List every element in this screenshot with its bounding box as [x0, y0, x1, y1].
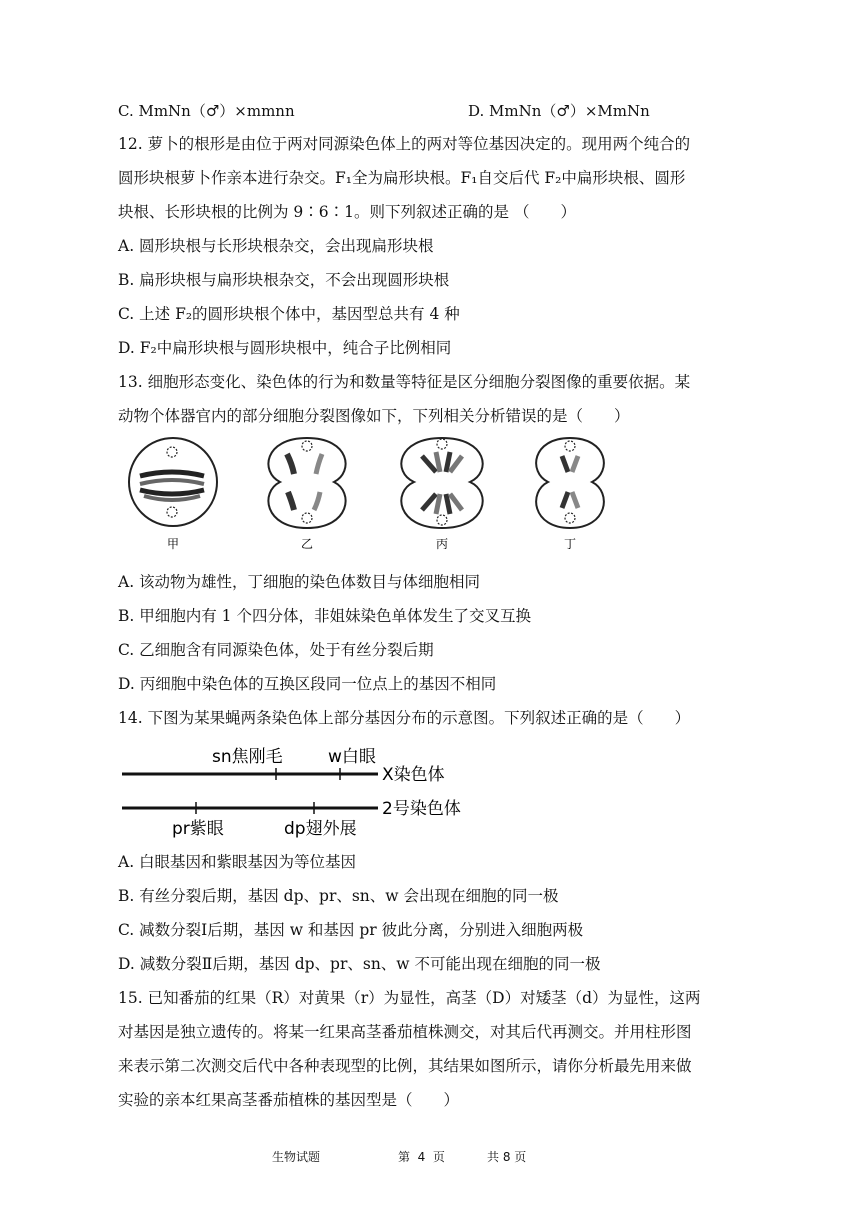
x-chromosome-label: X染色体 — [382, 765, 445, 785]
gene-dp-label: dp翅外展 — [284, 819, 357, 839]
q12-option-d: D. F₂中扁形块根与圆形块根中，纯合子比例相同 — [118, 339, 452, 357]
q14-option-c: C. 减数分裂Ⅰ后期，基因 w 和基因 pr 彼此分离，分别进入细胞两极 — [118, 921, 584, 939]
q12-option-a: A. 圆形块根与长形块根杂交，会出现扁形块根 — [118, 237, 434, 255]
q15-stem-line-1: 15. 已知番茄的红果（R）对黄果（r）为显性，高茎（D）对矮茎（d）为显性，这两 — [118, 989, 701, 1007]
q13-stem-line-1: 13. 细胞形态变化、染色体的行为和数量等特征是区分细胞分裂图像的重要依据。某 — [118, 373, 691, 391]
q13-stem-line-2: 动物个体器官内的部分细胞分裂图像如下，下列相关分析错误的是（ ） — [118, 407, 630, 425]
cell-bing-drawing — [401, 438, 482, 528]
q13-option-a: A. 该动物为雄性，丁细胞的染色体数目与体细胞相同 — [118, 573, 481, 591]
q15-stem-line-2: 对基因是独立遗传的。将某一红果高茎番茄植株测交，对其后代再测交。并用柱形图 — [118, 1023, 692, 1041]
q12-option-b: B. 扁形块根与扁形块根杂交，不会出现圆形块根 — [118, 271, 450, 289]
cell-yi-drawing — [268, 438, 345, 528]
q11-option-c: C. MmNn（♂）×mmnn — [118, 102, 295, 120]
label-jia: 甲 — [166, 537, 180, 551]
q15-stem-line-3: 来表示第二次测交后代中各种表现型的比例，其结果如图所示，请你分析最先用来做 — [118, 1057, 692, 1075]
q13-option-b: B. 甲细胞内有 1 个四分体，非姐妹染色单体发生了交叉互换 — [118, 607, 531, 625]
q15-stem-line-4: 实验的亲本红果高茎番茄植株的基因型是（ ） — [118, 1091, 460, 1109]
q12-stem-line-3: 块根、长形块根的比例为 9∶6∶1。则下列叙述正确的是 （ ） — [118, 203, 576, 221]
chromosome-2-label: 2号染色体 — [382, 799, 461, 819]
q12-option-c: C. 上述 F₂的圆形块根个体中，基因型总共有 4 种 — [118, 305, 460, 323]
q14-option-a: A. 白眼基因和紫眼基因为等位基因 — [118, 853, 357, 871]
q12-stem-line-2: 圆形块根萝卜作亲本进行杂交。F₁全为扁形块根。F₁自交后代 F₂中扁形块根、圆形 — [118, 169, 686, 187]
q14-option-b: B. 有丝分裂后期，基因 dp、pr、sn、w 会出现在细胞的同一极 — [118, 887, 559, 905]
label-ding: 丁 — [563, 537, 577, 551]
gene-pr-label: pr紫眼 — [172, 819, 224, 839]
q14-stem: 14. 下图为某果蝇两条染色体上部分基因分布的示意图。下列叙述正确的是（ ） — [118, 709, 691, 727]
cell-division-figure — [122, 432, 622, 554]
footer-total: 共 8 页 — [487, 1150, 527, 1164]
cell-ding-drawing — [536, 438, 604, 528]
label-yi: 乙 — [300, 537, 314, 551]
footer-subject: 生物试题 — [272, 1150, 321, 1164]
q14-option-d: D. 减数分裂Ⅱ后期，基因 dp、pr、sn、w 不可能出现在细胞的同一极 — [118, 955, 601, 973]
footer-page: 第 4 页 — [398, 1150, 445, 1164]
gene-w-label: w白眼 — [328, 747, 376, 767]
cell-jia-drawing — [129, 438, 217, 526]
gene-sn-label: sn焦刚毛 — [212, 747, 283, 767]
q11-option-d: D. MmNn（♂）×MmNn — [468, 102, 650, 120]
q13-option-d: D. 丙细胞中染色体的互换区段同一位点上的基因不相同 — [118, 675, 497, 693]
chromosome-gene-map — [118, 742, 498, 842]
label-bing: 丙 — [435, 537, 449, 551]
q13-option-c: C. 乙细胞含有同源染色体，处于有丝分裂后期 — [118, 641, 434, 659]
q12-stem-line-1: 12. 萝卜的根形是由位于两对同源染色体上的两对等位基因决定的。现用两个纯合的 — [118, 135, 691, 153]
